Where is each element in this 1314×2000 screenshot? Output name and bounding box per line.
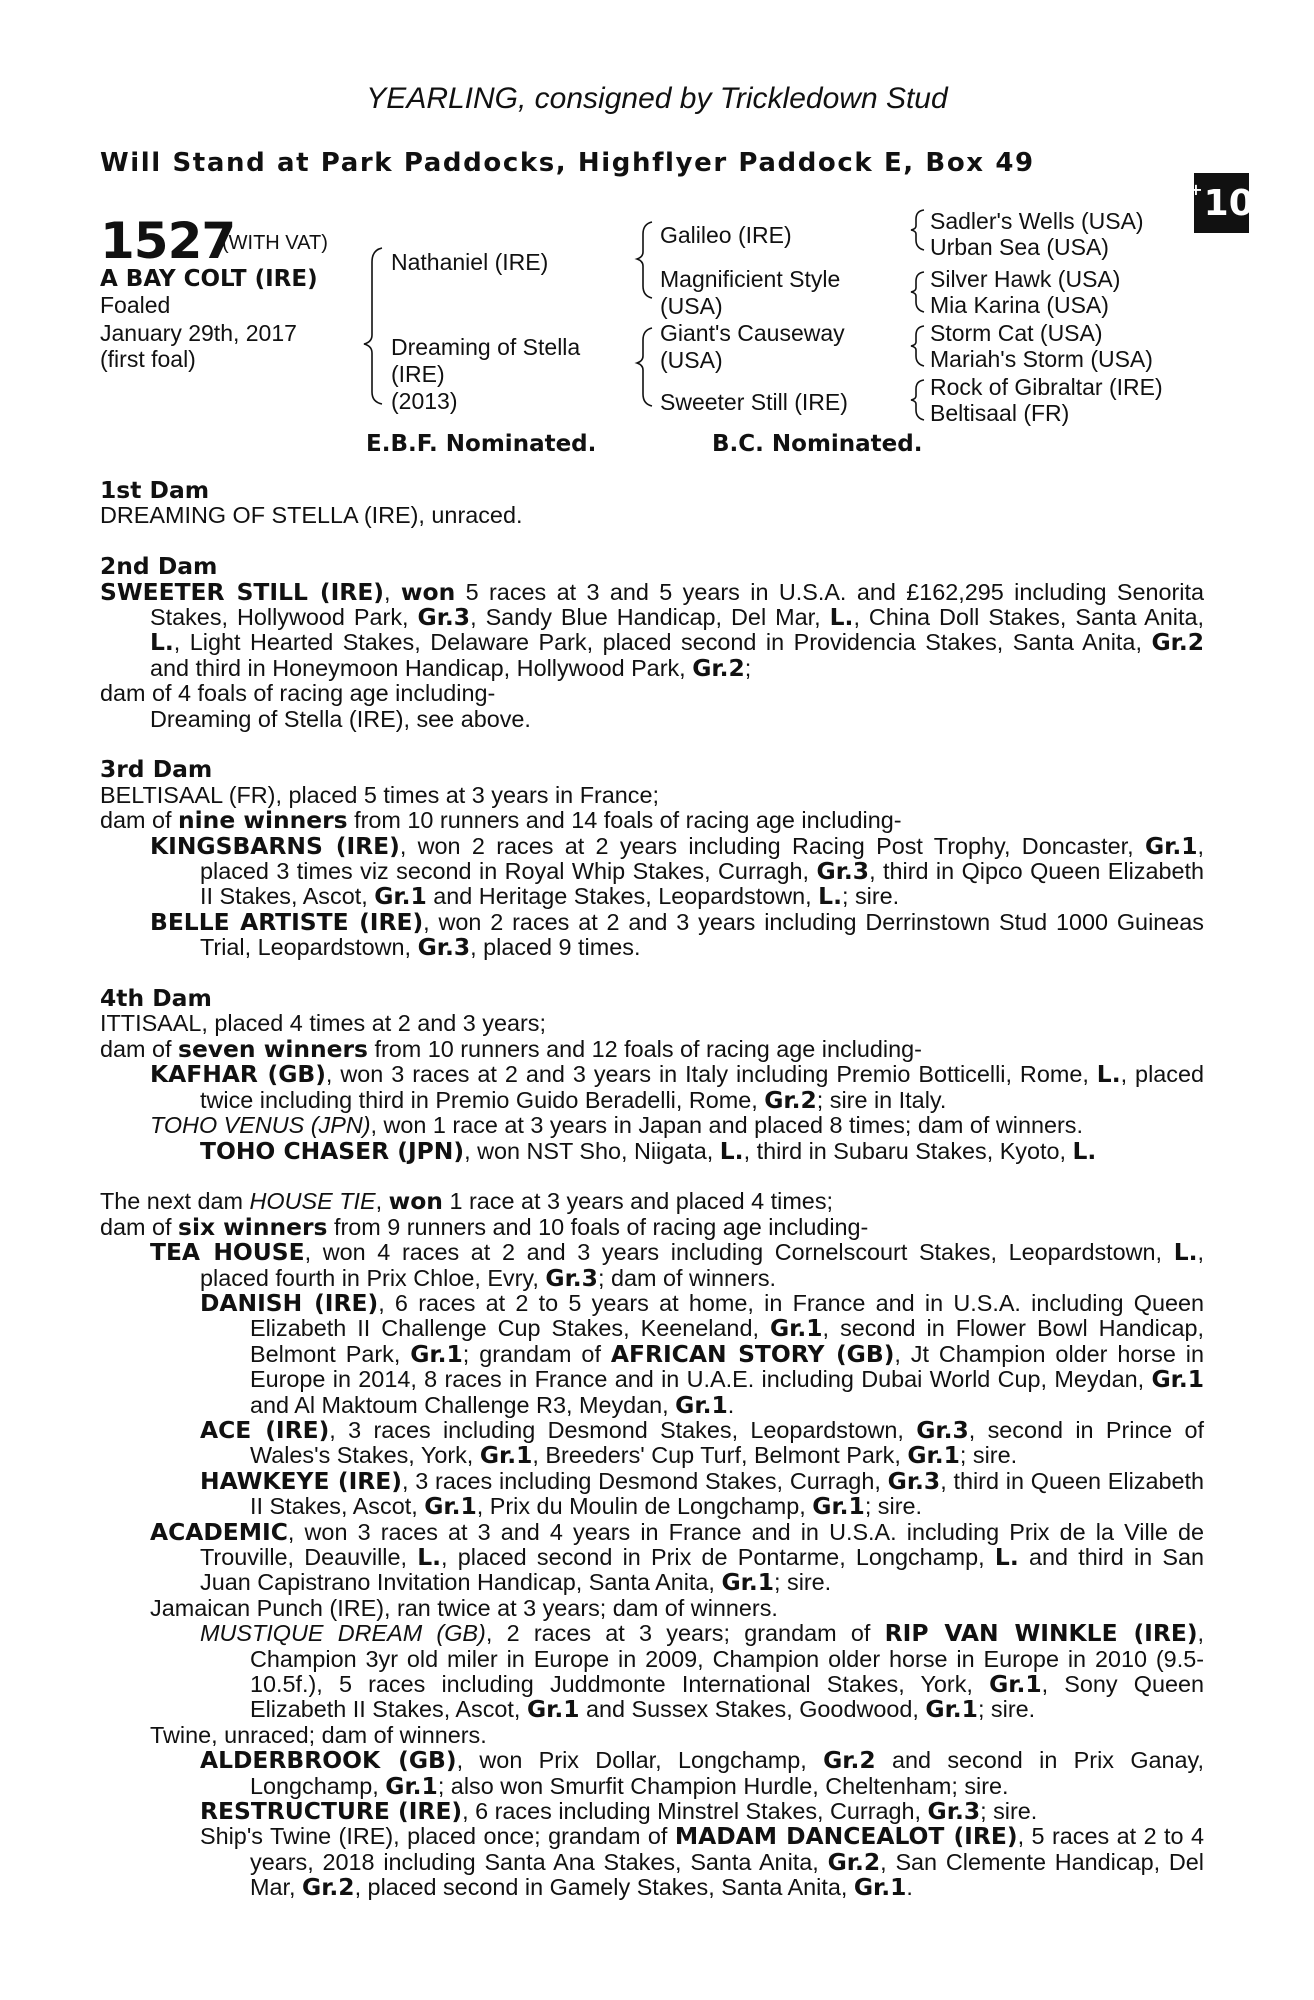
first-dam-heading: 1st Dam	[100, 476, 210, 504]
ebf-nomination: E.B.F. Nominated.	[366, 431, 597, 457]
next-dam-dam-of: dam of six winners from 9 runners and 10 foals of racing age including-	[100, 1212, 869, 1241]
toho-chaser-entry: TOHO CHASER (JPN), won NST Sho, Niigata, L., third in Subaru Stakes, Kyoto, L.	[200, 1136, 1097, 1165]
vat-note: (WITH VAT)	[222, 232, 328, 254]
pedigree-gen3-8: Beltisaal (FR)	[930, 400, 1070, 426]
second-dam-heading: 2nd Dam	[100, 552, 218, 581]
fourth-dam-text: ITTISAAL, placed 4 times at 2 and 3 years;	[100, 1010, 546, 1037]
mustique-dream-entry: MUSTIQUE DREAM (GB), 2 races at 3 years; grandam of RIP VAN WINKLE (IRE), Champion 3yr old miler in Europe in 2009, Champion older horse in Europe in 2010 (9.5-10.5f.), 5 races including Juddmonte International Stakes, York, Gr.1, Sony Queen Elizabeth II Stakes, Ascot, Gr.1 and Sussex Stakes, Goodwood, Gr.1; sire.	[200, 1619, 1205, 1724]
foaled-date: January 29th, 2017	[100, 320, 297, 346]
second-dam-section	[100, 554, 1204, 732]
second-dam-record: SWEETER STILL (IRE), won 5 races at 3 and 5 years in U.S.A. and £162,295 including Senorita Stakes, Hollywood Park, Gr.3, Sandy Blue Handicap, Del Mar, L., China Doll Stakes, Santa Anita, L., Light Hearted Stakes, Delaware Park, placed second in Providencia Stakes, Santa Anita, Gr.2 and third in Honeymoon Handicap, Hollywood Park, Gr.2;	[100, 577, 1205, 682]
third-dam-section	[100, 757, 1204, 960]
tea-house-entry: TEA HOUSE, won 4 races at 2 and 3 years including Cornelscourt Stakes, Leopardstown, L., placed fourth in Prix Chloe, Evry, Gr.3; dam of winners.	[150, 1238, 1205, 1292]
twine-entry: Twine, unraced; dam of winners.	[150, 1721, 487, 1748]
pedigree-gen3-4: Mia Karina (USA)	[930, 292, 1109, 318]
hawkeye-entry: HAWKEYE (IRE), 3 races including Desmond Stakes, Curragh, Gr.3, third in Queen Elizabeth II Stakes, Ascot, Gr.1, Prix du Moulin de Longchamp, Gr.1; sire.	[200, 1466, 1204, 1521]
toho-venus-entry: TOHO VENUS (JPN), won 1 race at 3 years in Japan and placed 8 times; dam of winners.	[150, 1112, 1084, 1139]
bc-nomination: B.C. Nominated.	[712, 431, 923, 457]
pedigree-dam-sire-line2: (USA)	[660, 347, 723, 373]
pedigree-sire-dam-line1: Magnificient Style	[660, 266, 841, 292]
catalogue-body	[100, 478, 1204, 1901]
pedigree-sire-dam-line2: (USA)	[660, 293, 723, 319]
second-dam-foal: Dreaming of Stella (IRE), see above.	[150, 705, 531, 732]
pedigree-gen3-7: Rock of Gibraltar (IRE)	[930, 374, 1163, 400]
location-line: Will Stand at Park Paddocks, Highflyer Paddock E, Box 49	[100, 148, 1035, 178]
fourth-dam-heading: 4th Dam	[100, 984, 212, 1013]
second-dam-dam-of: dam of 4 foals of racing age including-	[100, 680, 496, 707]
restructure-entry: RESTRUCTURE (IRE), 6 races including Minstrel Stakes, Curragh, Gr.3; sire.	[200, 1797, 1038, 1826]
foaled-label: Foaled	[100, 292, 171, 318]
fourth-dam-section	[100, 986, 1204, 1164]
fourth-dam-dam-of: dam of seven winners from 10 runners and 12 foals of racing age including-	[100, 1034, 922, 1063]
belle-artiste-entry: BELLE ARTISTE (IRE), won 2 races at 2 and 3 years including Derrinstown Stud 1000 Guineas Trial, Leopardstown, Gr.3, placed 9 times.	[150, 907, 1204, 962]
page-title: YEARLING, consigned by Trickledown Stud	[366, 82, 948, 115]
ships-twine-entry: Ship's Twine (IRE), placed once; grandam of MADAM DANCEALOT (IRE), 5 races at 2 to 4 years, 2018 including Santa Ana Stakes, Santa Anita, Gr.2, San Clemente Handicap, Del Mar, Gr.2, placed second in Gamely Stakes, Santa Anita, Gr.1.	[200, 1822, 1204, 1902]
academic-entry: ACADEMIC, won 3 races at 3 and 4 years in France and in U.S.A. including Prix de la Ville de Trouville, Deauville, L., placed second in Prix de Pontarme, Longchamp, L. and third in San Juan Capistrano Invitation Handicap, Santa Anita, Gr.1; sire.	[150, 1517, 1205, 1597]
pedigree-dam-sire-line1: Giant's Causeway	[660, 320, 845, 346]
jamaican-punch-entry: Jamaican Punch (IRE), ran twice at 3 years; dam of winners.	[150, 1594, 778, 1621]
next-dam-text: The next dam HOUSE TIE, won 1 race at 3 years and placed 4 times;	[100, 1187, 834, 1216]
alderbrook-entry: ALDERBROOK (GB), won Prix Dollar, Longchamp, Gr.2 and second in Prix Ganay, Longchamp, Gr.1; also won Smurfit Champion Hurdle, Cheltenham; sire.	[200, 1746, 1204, 1800]
first-dam-section	[100, 478, 1204, 529]
catalogue-badge: + 10	[1194, 173, 1249, 233]
foal-note: (first foal)	[100, 346, 196, 372]
pedigree-gen3-2: Urban Sea (USA)	[930, 234, 1109, 260]
pedigree-dam-dam: Sweeter Still (IRE)	[660, 389, 848, 415]
third-dam-text: BELTISAAL (FR), placed 5 times at 3 years in France;	[100, 781, 659, 808]
ace-entry: ACE (IRE), 3 races including Desmond Stakes, Leopardstown, Gr.3, second in Prince of Wales's Stakes, York, Gr.1, Breeders' Cup Turf, Belmont Park, Gr.1; sire.	[200, 1415, 1204, 1470]
kafhar-entry: KAFHAR (GB), won 3 races at 2 and 3 years in Italy including Premio Botticelli, Rome, L., placed twice including third in Premio Guido Beradelli, Rome, Gr.2; sire in Italy.	[150, 1060, 1204, 1114]
pedigree-dam-line2: (IRE)	[391, 361, 445, 387]
pedigree-gen3-5: Storm Cat (USA)	[930, 320, 1103, 346]
third-dam-dam-of: dam of nine winners from 10 runners and 14 foals of racing age including-	[100, 806, 902, 835]
danish-entry: DANISH (IRE), 6 races at 2 to 5 years at home, in France and in U.S.A. including Queen Elizabeth II Challenge Cup Stakes, Keeneland, Gr.1, second in Flower Bowl Handicap, Belmont Park, Gr.1; grandam of AFRICAN STORY (GB), Jt Champion older horse in Europe in 2014, 8 races in France and in U.A.E. including Dubai World Cup, Meydan, Gr.1 and Al Maktoum Challenge R3, Meydan, Gr.1.	[200, 1288, 1205, 1419]
next-dam-section	[100, 1189, 1204, 1900]
lot-number: 1527	[100, 212, 236, 270]
third-dam-heading: 3rd Dam	[100, 755, 213, 784]
pedigree-sire-sire: Galileo (IRE)	[660, 222, 792, 248]
pedigree-dam-line3: (2013)	[391, 388, 458, 414]
first-dam-text: DREAMING OF STELLA (IRE), unraced.	[100, 502, 523, 529]
pedigree-sire: Nathaniel (IRE)	[391, 249, 549, 275]
horse-description: A BAY COLT (IRE)	[100, 266, 318, 292]
pedigree-gen3-3: Silver Hawk (USA)	[930, 266, 1121, 292]
pedigree-gen3-1: Sadler's Wells (USA)	[930, 208, 1144, 234]
kingsbarns-entry: KINGSBARNS (IRE), won 2 races at 2 years including Racing Post Trophy, Doncaster, Gr.1, placed 3 times viz second in Royal Whip Stakes, Curragh, Gr.3, third in Qipco Queen Elizabeth II Stakes, Ascot, Gr.1 and Heritage Stakes, Leopardstown, L.; sire.	[150, 831, 1204, 911]
pedigree-dam-line1: Dreaming of Stella	[391, 334, 581, 360]
pedigree-gen3-6: Mariah's Storm (USA)	[930, 346, 1153, 372]
